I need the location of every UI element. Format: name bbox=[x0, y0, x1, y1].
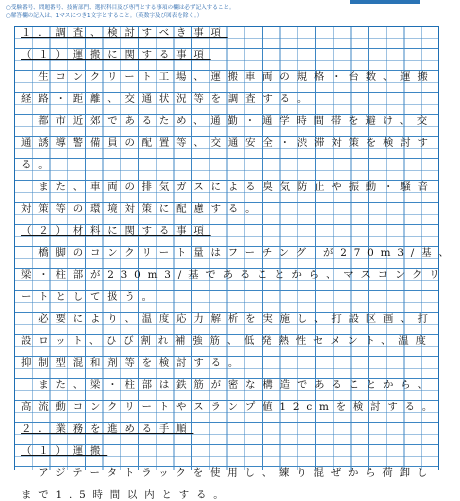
answer-line: 生コンクリート工場、運搬車両の規格・台数、運搬 bbox=[21, 71, 435, 83]
instruction-note-2: ○解答欄の記入は、1マスにつき1文字とすること。（英数字及び図表を除く。） bbox=[6, 13, 203, 19]
answer-line: 梁・柱部が230m3/基であることから、マスコンクリ bbox=[21, 269, 447, 281]
answer-line: 橋脚のコンクリート量はフーチング が270m3/基、 bbox=[21, 247, 456, 259]
instruction-notes bbox=[6, 4, 446, 20]
answer-line: 対策等の環境対策に配慮する。 bbox=[21, 203, 263, 215]
answer-line: アジテータトラックを使用し、練り混ぜから荷卸し bbox=[21, 467, 435, 479]
answer-line-heading-2: ２．業務を進める手順 bbox=[21, 423, 194, 435]
answer-line-subheading-3: （１）運搬 bbox=[21, 445, 108, 457]
answer-line: 経路・距離、交通状況等を調査する。 bbox=[21, 93, 315, 105]
answer-line: また、梁・柱部は鉄筋が密な構造であることから、 bbox=[21, 379, 435, 391]
instruction-note-1: ○受験番号、問題番号、技術部門、選択科目及び専門とする事項の欄は必ず記入すること。 bbox=[6, 5, 235, 11]
answer-line: また、車両の排気ガスによる臭気防止や振動・騒音 bbox=[21, 181, 435, 193]
answer-line: 通誘導警備員の配置等、交通安全・渋滞対策を検討す bbox=[21, 137, 435, 149]
answer-line: 都市近郊であるため、通勤・通学時間帯を避け、交 bbox=[21, 115, 434, 127]
answer-line: 抑制型混和剤等を検討する。 bbox=[21, 357, 246, 369]
answer-line: る。 bbox=[21, 159, 56, 171]
answer-sheet-grid bbox=[14, 26, 456, 501]
answer-line-heading-1: １．調査、検討すべき事項 bbox=[21, 27, 228, 39]
answer-line: まで1.5時間以内とする。 bbox=[21, 489, 231, 501]
answer-line-subheading-2: （２）材料に関する事項 bbox=[21, 225, 211, 237]
answer-line-subheading-1: （１）運搬に関する事項 bbox=[21, 49, 211, 61]
answer-line: 必要により、温度応力解析を実施し、打設区画、打 bbox=[21, 313, 435, 325]
answer-line: ートとして扱う。 bbox=[21, 291, 159, 303]
answer-line: 設ロット、ひび割れ補強筋、低発熱性セメント、温度 bbox=[21, 335, 433, 347]
answer-line: 高流動コンクリートやスランプ値12cmを検討する。 bbox=[21, 401, 440, 413]
